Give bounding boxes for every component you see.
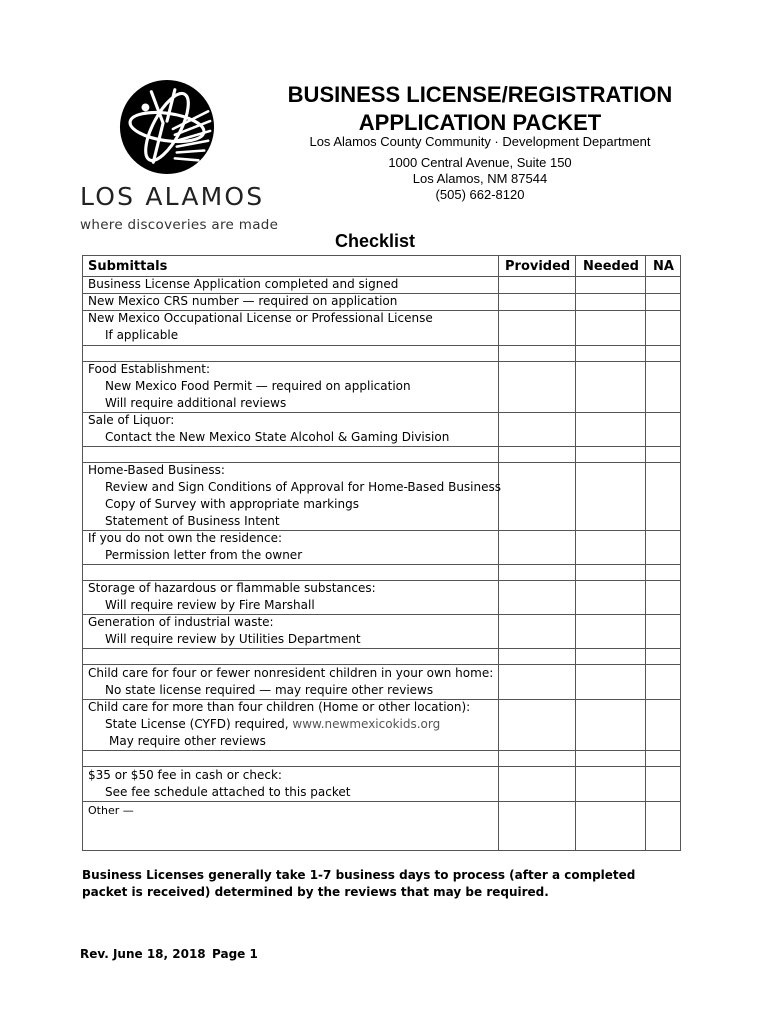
department-line: Los Alamos County Community · Development Department bbox=[309, 134, 651, 149]
cyfd-text: State License (CYFD) required, bbox=[105, 717, 289, 731]
page-number: Page 1 bbox=[212, 947, 258, 961]
checklist-item-text: Home-Based Business: bbox=[88, 463, 225, 477]
checklist-item-subtext: No state license required — may require other reviews bbox=[105, 683, 434, 697]
checklist-item-text: Food Establishment: bbox=[88, 362, 211, 376]
checklist-item-subtext: If applicable bbox=[105, 328, 179, 342]
checklist-heading: Checklist bbox=[334, 231, 416, 251]
processing-time-note: Business Licenses generally take 1-7 business days to process (after a completed packet is received) determined by the reviews that may be required. bbox=[82, 868, 636, 899]
column-header-provided: Provided bbox=[505, 259, 571, 274]
checklist-item-text: Sale of Liquor: bbox=[88, 413, 175, 427]
checklist-item-text: $35 or $50 fee in cash or check: bbox=[88, 768, 282, 782]
checklist-item-subtext: Statement of Business Intent bbox=[105, 514, 280, 528]
checklist-item-text: Storage of hazardous or flammable substances: bbox=[88, 581, 376, 595]
checklist-item-other: Other — bbox=[88, 804, 134, 817]
checklist-item-subtext: See fee schedule attached to this packet bbox=[105, 785, 351, 799]
checklist-item-subtext: May require other reviews bbox=[109, 734, 266, 748]
column-header-na: NA bbox=[653, 259, 674, 274]
newmexicokids-link[interactable]: www.newmexicokids.org bbox=[292, 717, 441, 731]
checklist-item-subtext: New Mexico Food Permit — required on application bbox=[105, 379, 411, 393]
checklist-item-subtext: Copy of Survey with appropriate markings bbox=[105, 497, 359, 511]
address-line-2: Los Alamos, NM 87544 bbox=[412, 171, 548, 186]
column-header-needed: Needed bbox=[583, 259, 639, 274]
phone-number: (505) 662-8120 bbox=[435, 187, 525, 202]
checklist-item-text: Business License Application completed and signed bbox=[88, 277, 399, 291]
checklist-item-subtext: Contact the New Mexico State Alcohol & Gaming Division bbox=[105, 430, 450, 444]
logo-wordmark: LOS ALAMOS bbox=[80, 182, 265, 211]
logo-tagline: where discoveries are made bbox=[80, 217, 279, 233]
checklist-item-subtext: Will require review by Fire Marshall bbox=[105, 598, 315, 612]
checklist-item-subtext bbox=[105, 716, 440, 733]
checklist-item-text: Generation of industrial waste: bbox=[88, 615, 274, 629]
page-title: BUSINESS LICENSE/REGISTRATION bbox=[287, 82, 673, 107]
revision-date: Rev. June 18, 2018 bbox=[80, 947, 206, 961]
checklist-item-text: New Mexico CRS number — required on application bbox=[88, 294, 398, 308]
checklist-item-subtext: Will require review by Utilities Department bbox=[105, 632, 361, 646]
address-line-1: 1000 Central Avenue, Suite 150 bbox=[388, 155, 572, 170]
checklist-item-subtext: Permission letter from the owner bbox=[105, 548, 303, 562]
checklist-item-text: If you do not own the residence: bbox=[88, 531, 283, 545]
page-subtitle: APPLICATION PACKET bbox=[358, 110, 602, 135]
column-header-submittals: Submittals bbox=[88, 259, 168, 274]
checklist-item-text: Child care for more than four children (Home or other location): bbox=[88, 700, 471, 714]
checklist-item-subtext: Review and Sign Conditions of Approval for Home-Based Business bbox=[105, 480, 501, 494]
checklist-item-text: Child care for four or fewer nonresident children in your own home: bbox=[88, 666, 494, 680]
checklist-item-subtext: Will require additional reviews bbox=[105, 396, 287, 410]
checklist-item-text: New Mexico Occupational License or Professional License bbox=[88, 311, 433, 325]
